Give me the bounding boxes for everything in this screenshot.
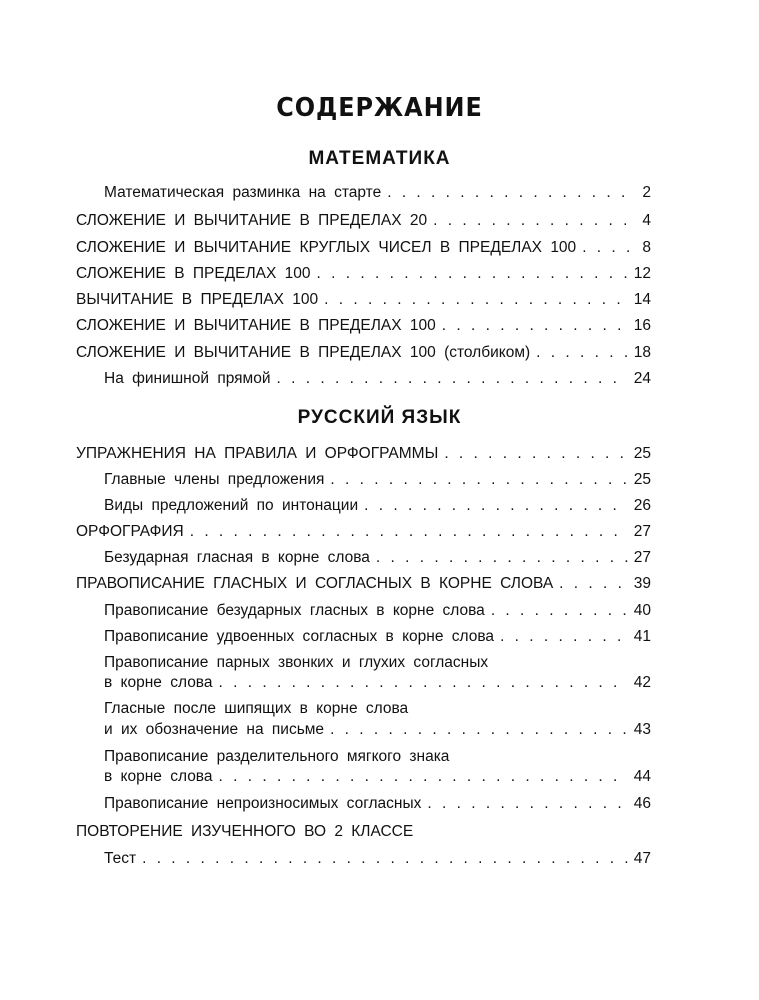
dot-leader bbox=[142, 850, 628, 868]
dot-leader bbox=[277, 370, 628, 388]
toc-entry-text: СЛОЖЕНИЕ И ВЫЧИТАНИЕ В ПРЕДЕЛАХ 100 bbox=[76, 317, 436, 334]
dot-leader bbox=[387, 184, 636, 202]
dot-leader bbox=[330, 471, 627, 489]
dot-leader bbox=[442, 317, 628, 335]
section-heading-russian: РУССКИЙ ЯЗЫК bbox=[297, 407, 462, 428]
dot-leader bbox=[427, 795, 627, 813]
toc-page-number: 44 bbox=[633, 768, 651, 785]
toc-entry[interactable] bbox=[104, 602, 651, 620]
toc-page-number: 12 bbox=[633, 265, 651, 282]
page-title: СОДЕРЖАНИЕ bbox=[276, 93, 483, 123]
toc-entry-first-line: Правописание разделительного мягкого знака bbox=[104, 748, 450, 765]
toc-page-number: 25 bbox=[633, 445, 651, 462]
toc-entry-text: в корне слова bbox=[104, 674, 213, 691]
toc-page-number: 41 bbox=[633, 628, 651, 645]
toc-entry-text: Безударная гласная в корне слова bbox=[104, 549, 370, 566]
toc-page-number: 46 bbox=[633, 795, 651, 812]
toc-section-title[interactable]: ПОВТОРЕНИЕ ИЗУЧЕННОГО ВО 2 КЛАССЕ bbox=[76, 823, 414, 840]
toc-entry-text: УПРАЖНЕНИЯ НА ПРАВИЛА И ОРФОГРАММЫ bbox=[76, 445, 439, 462]
dot-leader bbox=[536, 344, 628, 362]
toc-entry-text: Правописание удвоенных согласных в корне слова bbox=[104, 628, 495, 645]
toc-page-number: 24 bbox=[633, 370, 651, 387]
dot-leader bbox=[491, 602, 628, 620]
toc-entry[interactable] bbox=[104, 850, 651, 868]
toc-entry-text: Главные члены предложения bbox=[104, 471, 325, 488]
toc-entry[interactable] bbox=[76, 291, 651, 309]
toc-entry-text: На финишной прямой bbox=[104, 370, 271, 387]
toc-entry[interactable] bbox=[76, 317, 651, 335]
toc-entry[interactable] bbox=[104, 549, 651, 567]
toc-page-number: 26 bbox=[633, 497, 651, 514]
toc-entry-text: СЛОЖЕНИЕ И ВЫЧИТАНИЕ В ПРЕДЕЛАХ 100 (столбиком) bbox=[76, 344, 531, 361]
dot-leader bbox=[190, 523, 628, 541]
dot-leader bbox=[376, 549, 628, 567]
dot-leader bbox=[219, 768, 628, 786]
toc-page-number: 43 bbox=[633, 721, 651, 738]
dot-leader bbox=[330, 721, 628, 739]
toc-entry-text: ПРАВОПИСАНИЕ ГЛАСНЫХ И СОГЛАСНЫХ В КОРНЕ СЛОВА bbox=[76, 575, 554, 592]
toc-entry-text: Правописание безударных гласных в корне слова bbox=[104, 602, 485, 619]
toc-entry-text: Правописание непроизносимых согласных bbox=[104, 795, 422, 812]
toc-entry-text: ОРФОГРАФИЯ bbox=[76, 523, 184, 540]
toc-entry[interactable] bbox=[104, 370, 651, 388]
toc-page-number: 25 bbox=[633, 471, 651, 488]
toc-entry-text: Виды предложений по интонации bbox=[104, 497, 359, 514]
toc-page-number: 47 bbox=[633, 850, 651, 867]
dot-leader bbox=[317, 265, 628, 283]
toc-entry[interactable] bbox=[76, 575, 651, 593]
toc-entry-text: и их обозначение на письме bbox=[104, 721, 325, 738]
toc-page-number: 4 bbox=[642, 212, 651, 229]
dot-leader bbox=[324, 291, 628, 309]
toc-entry[interactable] bbox=[104, 674, 651, 692]
dot-leader bbox=[559, 575, 628, 593]
toc-entry-text: в корне слова bbox=[104, 768, 213, 785]
dot-leader bbox=[444, 445, 627, 463]
dot-leader bbox=[582, 239, 636, 257]
dot-leader bbox=[500, 628, 628, 646]
toc-entry[interactable] bbox=[76, 344, 651, 362]
toc-entry-text: Математическая разминка на старте bbox=[104, 184, 382, 201]
toc-page-number: 42 bbox=[633, 674, 651, 691]
toc-page-number: 2 bbox=[642, 184, 651, 201]
toc-page-number: 8 bbox=[642, 239, 651, 256]
toc-entry[interactable] bbox=[76, 212, 651, 230]
toc-page-number: 27 bbox=[633, 549, 651, 566]
toc-entry-first-line: Гласные после шипящих в корне слова bbox=[104, 700, 409, 717]
toc-entry[interactable] bbox=[104, 628, 651, 646]
toc-entry-text: СЛОЖЕНИЕ В ПРЕДЕЛАХ 100 bbox=[76, 265, 311, 282]
dot-leader bbox=[219, 674, 628, 692]
toc-page-number: 39 bbox=[633, 575, 651, 592]
toc-entry[interactable] bbox=[104, 795, 651, 813]
toc-page-number: 40 bbox=[633, 602, 651, 619]
toc-entry[interactable] bbox=[104, 768, 651, 786]
toc-entry[interactable] bbox=[76, 523, 651, 541]
section-heading-math: МАТЕМАТИКА bbox=[308, 148, 451, 169]
toc-entry[interactable] bbox=[104, 471, 651, 489]
toc-entry[interactable] bbox=[104, 497, 651, 515]
toc-page-number: 18 bbox=[633, 344, 651, 361]
dot-leader bbox=[364, 497, 628, 515]
dot-leader bbox=[433, 212, 636, 230]
toc-entry-text: Тест bbox=[104, 850, 137, 867]
toc-page-number: 27 bbox=[633, 523, 651, 540]
toc-entry-text: СЛОЖЕНИЕ И ВЫЧИТАНИЕ КРУГЛЫХ ЧИСЕЛ В ПРЕДЕЛАХ 100 bbox=[76, 239, 577, 256]
toc-entry[interactable] bbox=[76, 239, 651, 257]
toc-entry[interactable] bbox=[76, 265, 651, 283]
toc-page-number: 16 bbox=[633, 317, 651, 334]
toc-entry-text: ВЫЧИТАНИЕ В ПРЕДЕЛАХ 100 bbox=[76, 291, 319, 308]
toc-page-number: 14 bbox=[633, 291, 651, 308]
toc-entry-first-line: Правописание парных звонких и глухих согласных bbox=[104, 654, 489, 671]
toc-entry[interactable] bbox=[104, 721, 651, 739]
toc-entry[interactable] bbox=[76, 445, 651, 463]
toc-entry[interactable] bbox=[104, 184, 651, 202]
toc-entry-text: СЛОЖЕНИЕ И ВЫЧИТАНИЕ В ПРЕДЕЛАХ 20 bbox=[76, 212, 428, 229]
